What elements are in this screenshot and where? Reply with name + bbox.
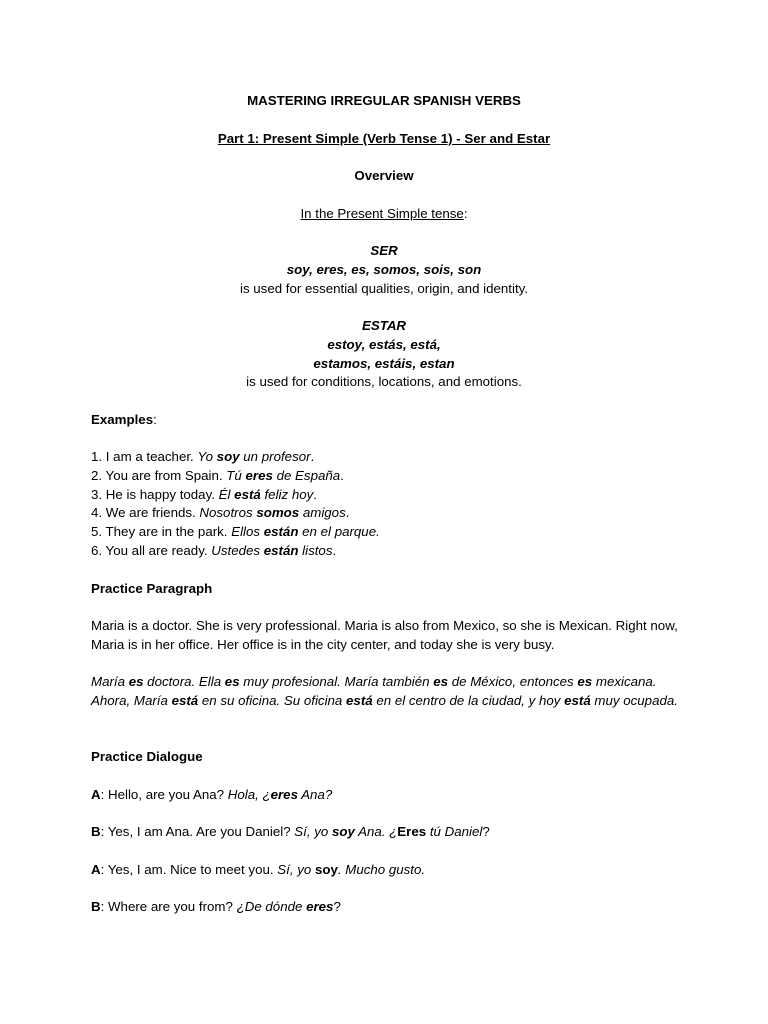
intro-line [0, 205, 768, 224]
example-period: . [345, 505, 350, 520]
example-spanish-end: listos [298, 543, 333, 558]
example-item [91, 486, 768, 505]
estar-name [0, 317, 768, 336]
dialogue-verb-text: eres [306, 899, 334, 914]
example-english: 1. I am a teacher. [91, 449, 198, 464]
example-item [91, 448, 768, 467]
paragraph-verb [577, 674, 592, 689]
example-english: 6. You all are ready. [91, 543, 212, 558]
paragraph-verb-text: es [128, 674, 144, 689]
paragraph-text: María [91, 674, 129, 689]
paragraph-verb [346, 693, 373, 708]
example-spanish-start: Ellos [231, 524, 264, 539]
example-period: . [313, 487, 317, 502]
paragraph-verb [564, 693, 591, 708]
example-english: 4. We are friends. [91, 505, 200, 520]
example-spanish-start: Tú [226, 468, 246, 483]
paragraph-english: Maria is a doctor. She is very professional. Maria is also from Mexico, so she is Mexican. Right now, Maria is in her office. Her office is in the city center, and today she is very busy. [91, 618, 678, 652]
dialogue-spanish: Ana? [297, 787, 333, 802]
paragraph-verb [129, 674, 144, 689]
example-verb-text: eres [245, 468, 273, 483]
estar-forms-line2-text: estamos, estáis, estan [313, 356, 455, 371]
paragraph-verb-text: está [171, 692, 199, 708]
example-verb [256, 505, 299, 520]
dialogue-verb [306, 899, 333, 914]
intro-colon: : [463, 206, 468, 221]
example-verb [264, 524, 299, 539]
title-text: MASTERING IRREGULAR SPANISH VERBS [247, 93, 521, 108]
dialogue-line [91, 861, 768, 880]
paragraph-text: en el centro de la ciudad, y hoy [372, 692, 565, 708]
example-spanish-end: de España [272, 468, 341, 483]
examples-heading-text: Examples [91, 412, 154, 427]
part-heading [0, 130, 768, 149]
ser-usage: is used for essential qualities, origin, and identity. [239, 281, 528, 296]
example-spanish-start: Ustedes [211, 543, 264, 558]
dialogue-line [91, 898, 768, 917]
paragraph-verb [433, 674, 448, 689]
dialogue-speaker: B [91, 824, 101, 839]
paragraph-verb-text: está [346, 692, 373, 708]
example-verb-text: está [234, 487, 261, 502]
example-verb [234, 487, 261, 502]
examples-heading [91, 411, 768, 430]
dialogue-verb: Eres [397, 824, 427, 839]
example-period: . [340, 468, 344, 483]
example-period: . [332, 543, 337, 558]
intro-underlined-text: In the Present Simple tense [300, 206, 464, 221]
dialogue-spanish: Hola, ¿ [227, 787, 271, 802]
example-verb-text: están [263, 543, 299, 558]
paragraph-verb [172, 693, 199, 708]
example-spanish-end: en el parque. [298, 524, 380, 539]
ser-name-text: SER [370, 243, 398, 258]
dialogue-english: : Yes, I am Ana. Are you Daniel? [100, 824, 295, 839]
ser-forms-text: soy, eres, es, somos, sois, son [286, 262, 482, 277]
paragraph-text: muy ocupada. [590, 692, 678, 708]
paragraph-verb-text: es [577, 674, 593, 689]
example-item [91, 467, 768, 486]
paragraph-verb-text: está [564, 692, 591, 708]
example-verb-text: somos [256, 505, 300, 520]
dialogue-spanish: tú Daniel [426, 824, 483, 839]
ser-forms [0, 261, 768, 280]
ser-name [0, 242, 768, 261]
dialogue-heading-text: Practice Dialogue [91, 749, 203, 764]
dialogue-spanish: . Mucho gusto. [337, 862, 426, 877]
document-title [0, 92, 768, 111]
paragraph-verb-text: es [433, 674, 449, 689]
dialogue-spanish: ¿De dónde [236, 899, 307, 914]
example-period: . [310, 449, 315, 464]
paragraph-text: doctora. Ella [143, 674, 225, 689]
dialogue-verb [271, 787, 298, 802]
examples-colon: : [153, 412, 157, 427]
example-item [91, 542, 768, 561]
dialogue-speaker: A [91, 787, 101, 802]
dialogue-verb-text: soy [331, 824, 355, 839]
dialogue-verb: soy [314, 862, 338, 877]
example-spanish-end: feliz hoy [260, 487, 314, 502]
example-verb [217, 449, 240, 464]
example-item [91, 523, 768, 542]
dialogue-verb-text: eres [270, 787, 298, 802]
example-english: 2. You are from Spain. [91, 468, 227, 483]
estar-forms-line2 [0, 355, 768, 374]
dialogue-punct: ? [482, 824, 490, 839]
dialogue-spanish: Sí, yo [294, 824, 332, 839]
example-spanish-end: un profesor [239, 449, 311, 464]
dialogue-punct: ? [333, 899, 341, 914]
paragraph-heading-text: Practice Paragraph [91, 581, 213, 596]
example-english: 3. He is happy today. [91, 487, 219, 502]
paragraph-text: mexicana. Ahora, María [91, 674, 657, 708]
paragraph-verb [225, 674, 240, 689]
example-verb [246, 468, 273, 483]
paragraph-text: en su oficina. Su oficina [198, 692, 347, 708]
overview-heading-text: Overview [354, 168, 414, 183]
dialogue-line [91, 786, 768, 805]
dialogue-english: : Hello, are you Ana? [100, 787, 228, 802]
example-item [91, 504, 768, 523]
paragraph-spanish [91, 673, 681, 710]
example-verb-text: están [263, 524, 299, 539]
estar-name-text: ESTAR [361, 318, 407, 333]
paragraph-text: muy profesional. María también [239, 674, 434, 689]
example-verb [264, 543, 299, 558]
paragraph-verb-text: es [224, 674, 240, 689]
paragraph-heading [91, 580, 768, 599]
overview-heading [0, 167, 768, 186]
dialogue-speaker: B [91, 899, 101, 914]
part-heading-text: Part 1: Present Simple (Verb Tense 1) - Ser and Estar [217, 131, 551, 146]
paragraph-text: de México, entonces [448, 674, 578, 689]
example-english: 5. They are in the park. [91, 524, 232, 539]
example-spanish-end: amigos [299, 505, 346, 520]
dialogue-spanish: Ana. ¿ [354, 824, 398, 839]
dialogue-speaker: A [91, 862, 101, 877]
dialogue-english: : Where are you from? [100, 899, 237, 914]
estar-usage: is used for conditions, locations, and emotions. [246, 374, 522, 389]
dialogue-line [91, 823, 768, 842]
example-spanish-start: Yo [197, 449, 217, 464]
dialogue-verb [332, 824, 355, 839]
dialogue-heading [91, 748, 768, 767]
estar-forms-line1 [0, 336, 768, 355]
example-verb-text: soy [216, 449, 240, 464]
example-spanish-start: Él [218, 487, 235, 502]
estar-forms-line1-text: estoy, estás, está, [327, 337, 441, 352]
dialogue-spanish: Sí, yo [277, 862, 315, 877]
dialogue-english: : Yes, I am. Nice to meet you. [100, 862, 278, 877]
example-spanish-start: Nosotros [199, 505, 257, 520]
